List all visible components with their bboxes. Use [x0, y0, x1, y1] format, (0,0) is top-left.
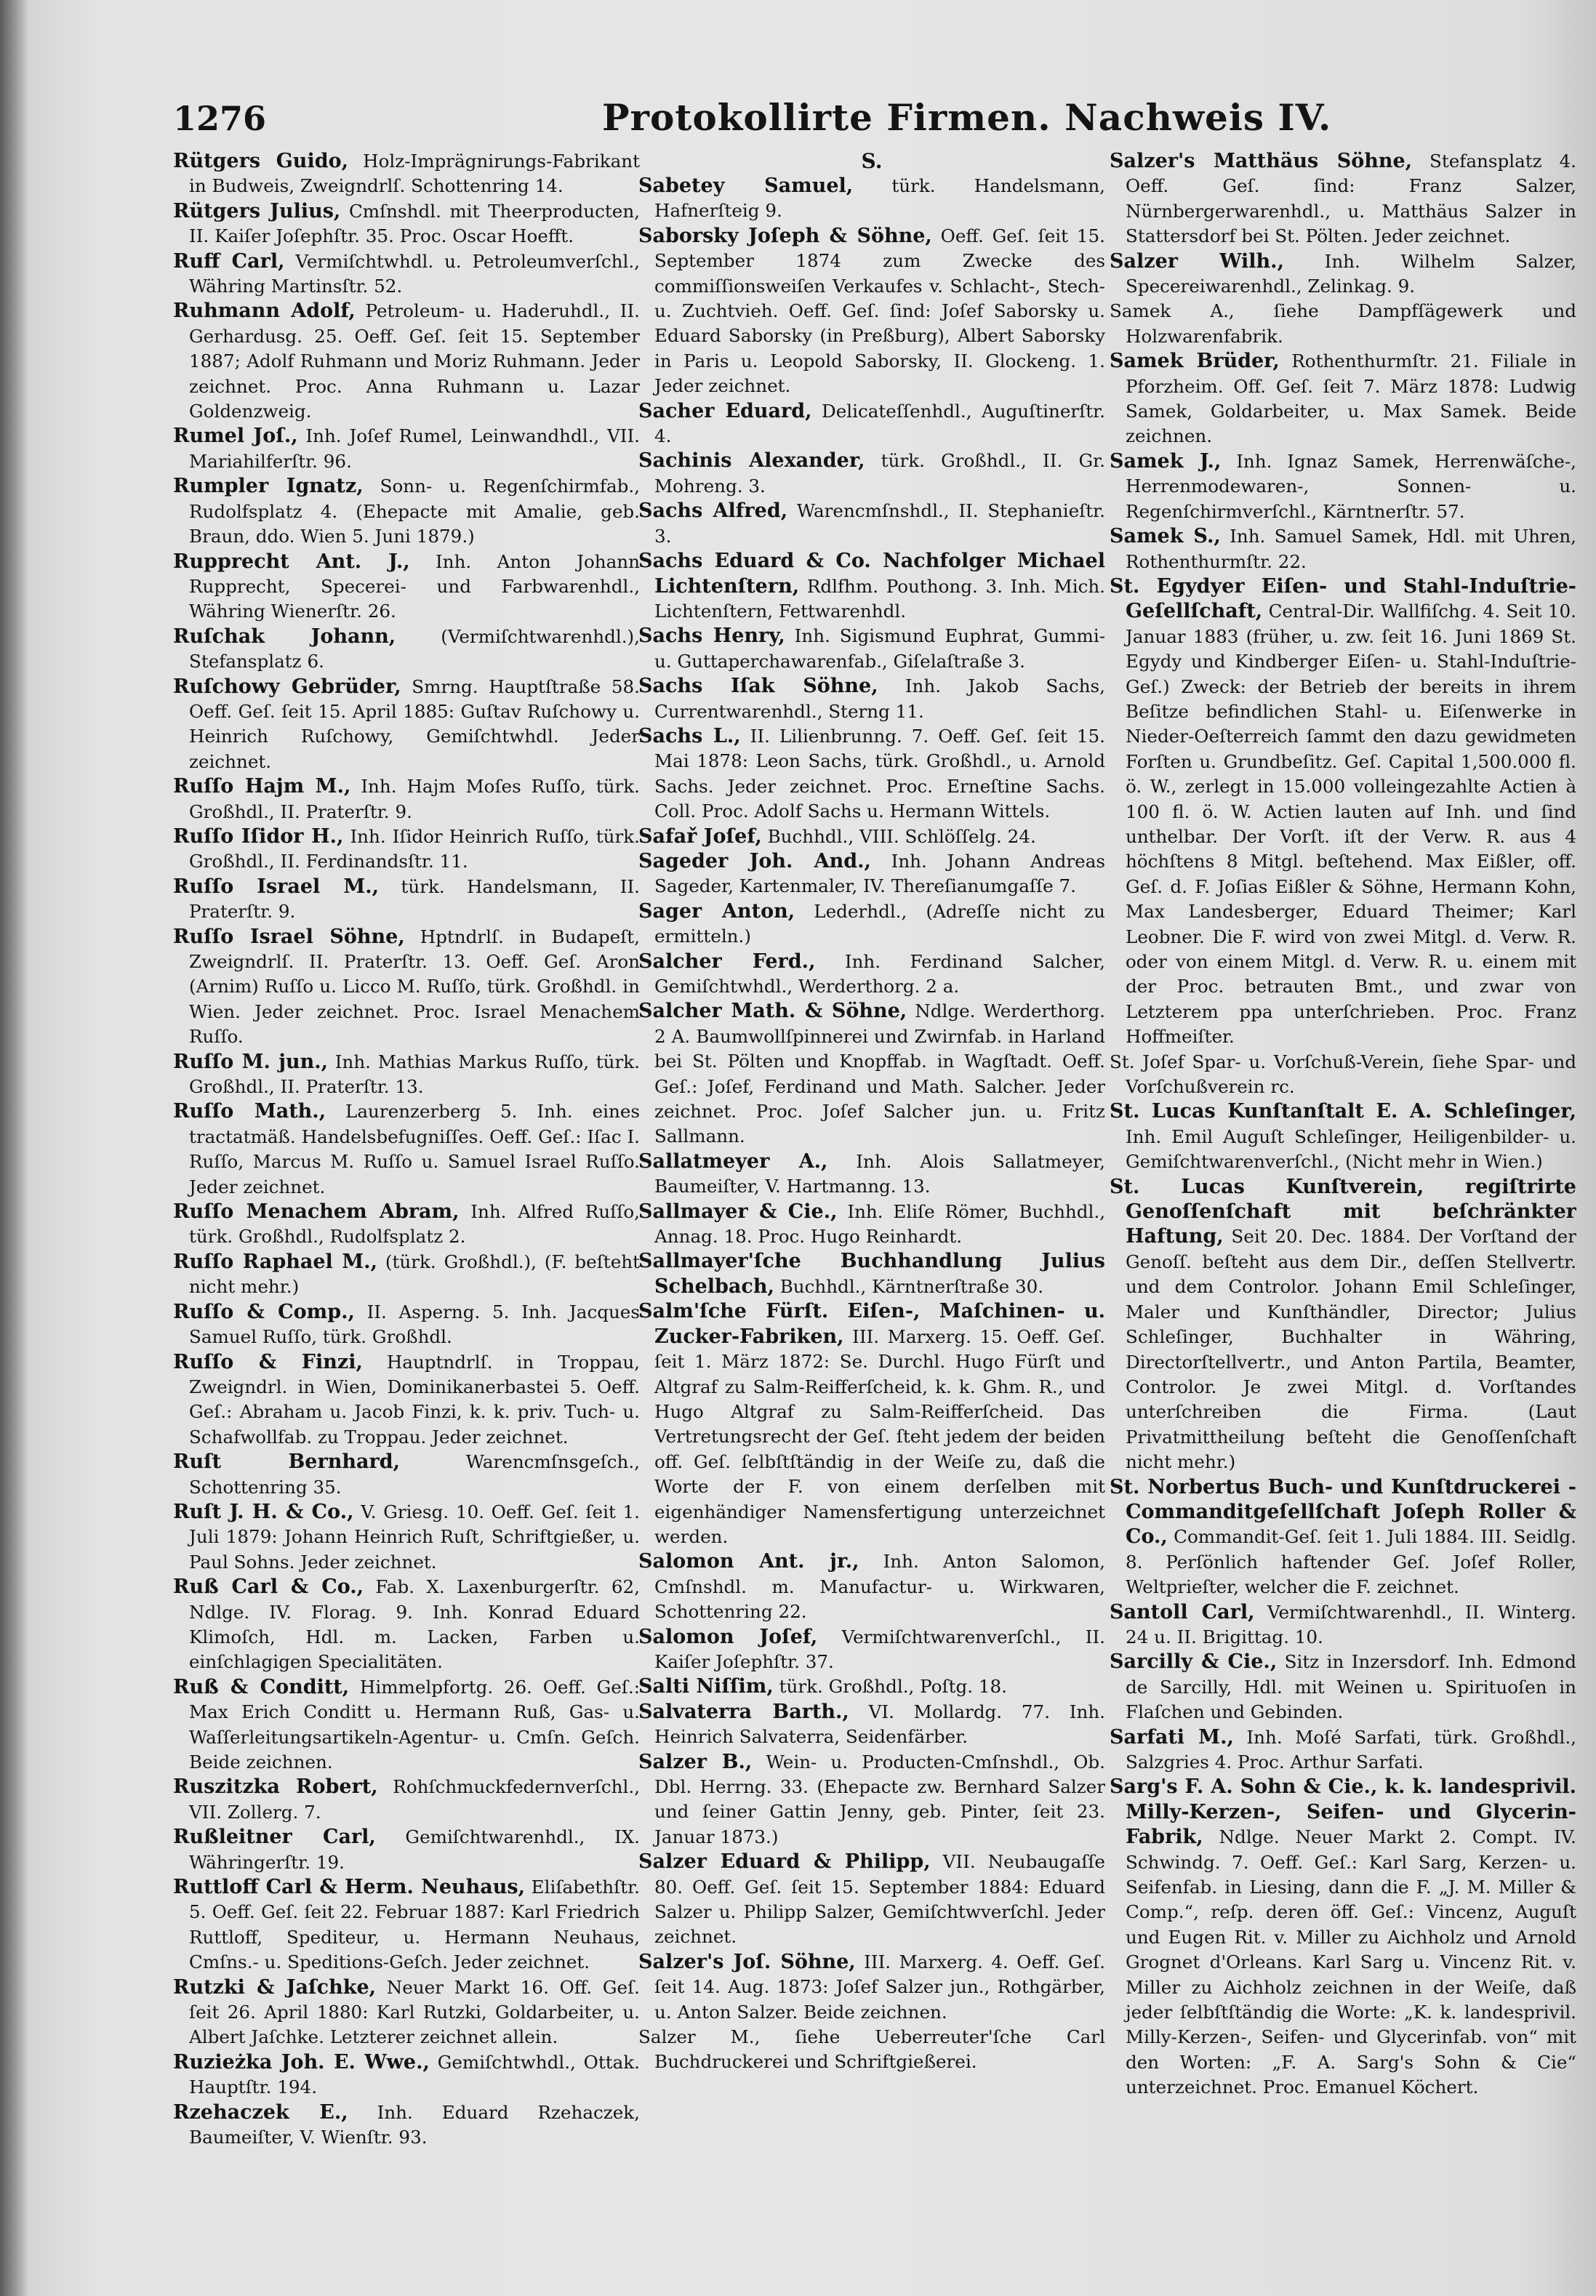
firm-name: Ruſſo Menachem Abram,: [173, 1200, 460, 1224]
firm-entry: [173, 1775, 640, 1825]
firm-name: Ruß & Conditt,: [173, 1675, 350, 1698]
firm-details: Samek A., ſiehe Dampfſägewerk und Holzwarenfabrik.: [1110, 300, 1576, 347]
firm-details: Inh. Moſé Sarfati, türk. Großhdl., Salzgries 4. Proc. Arthur Sarfati.: [1126, 1726, 1576, 1773]
firm-details: Inh. Mathias Markus Ruſſo, türk. Großhdl., II. Praterſtr. 13.: [189, 1051, 640, 1098]
firm-name: St. Norbertus Buch- und Kunſtdruckerei - Commanditgeſellſchaft Joſeph Roller & Co.,: [1110, 1475, 1576, 1549]
firm-details: Holz-Imprägnirungs-Fabrikant in Budweis, Zweigndrlſ. Schottenring 14.: [189, 150, 640, 197]
firm-name: Sallmayer'ſche Buchhandlung Julius Schelbach,: [638, 1250, 1105, 1298]
firm-entry: [638, 399, 1105, 449]
firm-entry: [638, 1549, 1105, 1624]
firm-entry: [1110, 1600, 1576, 1650]
firm-name: Ruſſo M. jun.,: [173, 1050, 329, 1073]
firm-entry: [638, 174, 1105, 224]
firm-entry: [638, 724, 1105, 824]
firm-details: Gemiſchtwarenhdl., IX. Währingerſtr. 19.: [189, 1826, 640, 1873]
firm-entry: [1110, 1099, 1576, 1174]
firm-name: Sachinis Alexander,: [638, 449, 865, 473]
firm-entry: [173, 299, 640, 424]
firm-name: Samek S.,: [1110, 525, 1221, 548]
firm-details: Rothenthurmſtr. 21. Filiale in Pforzheim. Off. Geſ. ſeit 7. März 1878: Ludwig Samek, Goldarbeiter, u. Max Samek. Beide zeichnen.: [1126, 350, 1576, 447]
firm-name: St. Lucas Kunſtanſtalt E. A. Schleſinger,: [1110, 1100, 1576, 1123]
firm-name: Sager Anton,: [638, 899, 795, 923]
firm-details: türk. Großhdl., II. Gr. Mohreng. 3.: [654, 450, 1105, 497]
firm-entry: [638, 549, 1105, 624]
firm-details: Himmelpfortg. 26. Oeff. Geſ.: Max Erich Conditt u. Hermann Ruß, Gas- u. Waſſerleitungsartikeln-Agentur- u. Cmſn. Geſch. Beide zeichnen.: [189, 1676, 640, 1773]
firm-details: Seit 20. Dec. 1884. Der Vorſtand der Genoſſ. beſteht aus dem Dir., deſſen Stellvertr. und dem Controlor. Johann Emil Schleſinger, Maler und Kunſthändler, Director; Julius Schleſinger, Buchhalter in Währing, Directorſtellvertr., und Anton Partila, Beamter, Controlor. Je zwei Mitgl. d. Vorſtandes unterſchreiben die Firma. (Laut Privatmittheilung beſteht die Genoſſenſchaft nicht mehr.): [1126, 1226, 1576, 1473]
firm-entry: [1110, 574, 1576, 1050]
firm-name: Rumel Joſ.,: [173, 425, 298, 448]
firm-details: Delicateſſenhdl., Auguſtinerſtr. 4.: [654, 400, 1105, 447]
firm-details: Warencmſnshdl., II. Stephanieſtr. 3.: [654, 500, 1105, 547]
firm-name: Sallatmeyer A.,: [638, 1149, 828, 1173]
firm-name: Rupprecht Ant. J.,: [173, 550, 410, 573]
firm-details: Hauptndrlſ. in Troppau, Zweigndrl. in Wien, Dominikanerbastei 5. Oeff. Geſ.: Abraham u. Jacob Finzi, k. k. priv. Tuch- u. Schafwollfab. zu Troppau. Jeder zeichnet.: [189, 1351, 640, 1448]
letter-section-heading: S.: [861, 149, 883, 173]
firm-name: Rußleitner Carl,: [173, 1826, 376, 1849]
firm-name: Ruſchowy Gebrüder,: [173, 675, 401, 698]
firm-name: Salcher Math. & Söhne,: [638, 1000, 907, 1023]
firm-details: Inh. Joſef Rumel, Leinwandhdl., VII. Mariahilferſtr. 96.: [189, 425, 640, 472]
firm-name: Rutzki & Jaſchke,: [173, 1975, 377, 1999]
firm-details: Lederhdl., (Adreſſe nicht zu ermitteln.): [654, 900, 1105, 947]
firm-name: Ruſt J. H. & Co.,: [173, 1500, 354, 1523]
firm-details: Fab. X. Laxenburgerſtr. 62, Ndlge. IV. Florag. 9. Inh. Konrad Eduard Klimoſch, Hdl. m. Lacken, Farben u. einſchlagigen Specialitäten.: [189, 1576, 640, 1673]
firm-name: Sachs Henry,: [638, 625, 785, 648]
firm-entry: [173, 1350, 640, 1450]
firm-name: Salcher Ferd.,: [638, 950, 816, 973]
firm-entry: [173, 149, 640, 199]
firm-entry: [638, 950, 1105, 1000]
firm-name: Sachs Eduard & Co. Nachfolger Michael Lichtenſtern,: [638, 550, 1105, 598]
firm-details: Vermiſchtwarenhdl., II. Winterg. 24 u. II. Brigittag. 10.: [1126, 1601, 1576, 1647]
firm-entry: [638, 674, 1105, 724]
firm-entry: [638, 1674, 1105, 1699]
firm-entry: [638, 224, 1105, 399]
firm-entry: [638, 449, 1105, 499]
firm-entry: [173, 875, 640, 925]
firm-entry: [173, 2050, 640, 2100]
firm-details: Ndlge. Werderthorg. 2 A. Baumwollſpinnerei und Zwirnfab. in Harland bei St. Pölten und Knopffab. in Wagſtadt. Oeff. Geſ.: Joſef, Ferdinand und Math. Salcher. Jeder zeichnet. Proc. Joſef Salcher jun. u. Fritz Sallmann.: [654, 1000, 1105, 1147]
firm-entry: [173, 199, 640, 249]
firm-entry: [173, 1500, 640, 1575]
column-right: [1110, 149, 1576, 2272]
firm-name: Sachs L.,: [638, 724, 741, 747]
firm-details: Sonn- u. Regenſchirmfab., Rudolfsplatz 4. (Ehepacte mit Amalie, geb. Braun, ddo. Wien 5. Juni 1879.): [189, 475, 640, 547]
firm-details: türk. Großhdl., Poſtg. 18.: [779, 1676, 1007, 1698]
firm-name: Ruſſo Israel M.,: [173, 875, 380, 898]
firm-entry: [173, 625, 640, 675]
firm-name: Sarcilly & Cie.,: [1110, 1650, 1278, 1674]
firm-details: Inh. Alfred Ruſſo, türk. Großhdl., Rudolfsplatz 2.: [189, 1201, 640, 1248]
firm-details: Buchhdl., Kärntnerſtraße 30.: [779, 1275, 1044, 1297]
firm-details: Gemiſchtwhdl., Ottak. Hauptſtr. 194.: [189, 2051, 640, 2098]
firm-details: Vermiſchtwhdl. u. Petroleumverſchl., Währing Martinsſtr. 52.: [189, 250, 640, 297]
firm-name: Ruſſo & Finzi,: [173, 1350, 363, 1373]
firm-details: Vermiſchtwarenverſchl., II. Kaiſer Joſephſtr. 37.: [654, 1626, 1105, 1672]
book-spine-shadow: [0, 0, 28, 2296]
firm-details: Oeff. Geſ. ſeit 15. September 1874 zum Zwecke des commiſſionsweiſen Verkaufes v. Schlacht-, Stech- u. Zuchtvieh. Oeff. Geſ. ſind: Joſef Saborsky u. Eduard Saborsky (in Preßburg), Albert Saborsky in Paris u. Leopold Saborsky, II. Glockeng. 1. Jeder zeichnet.: [654, 225, 1105, 397]
firm-details: Stefansplatz 4. Oeff. Geſ. ſind: Franz Salzer, Nürnbergerwarenhdl., u. Matthäus Salzer in Stattersdorf bei St. Pölten. Jeder zeichnet.: [1126, 150, 1576, 247]
firm-entry: [173, 1825, 640, 1875]
firm-details: türk. Handelsmann, II. Praterſtr. 9.: [189, 875, 640, 923]
firm-details: III. Marxerg. 15. Oeff. Geſ. ſeit 1. März 1872: Se. Durchl. Hugo Fürſt und Altgraf zu Salm-Reifferſcheid, k. k. Ghm. R., und Hugo Altgraf zu Salm-Reifferſcheid. Das Vertretungsrecht der Geſ. ſteht jedem der beiden off. Geſ. ſelbſtſtändig in der Weiſe zu, daß die Worte der F. von einem derſelben mit eigenhändiger Namensfertigung unterzeichnet werden.: [654, 1325, 1105, 1547]
firm-entry: [638, 899, 1105, 950]
firm-entry: [638, 499, 1105, 549]
firm-name: Salti Niſſim,: [638, 1675, 774, 1698]
firm-entry: [173, 1675, 640, 1775]
firm-details: Inh. Johann Andreas Sageder, Kartenmaler, IV. Thereſianumgaſſe 7.: [654, 850, 1105, 897]
firm-name: Ruzieżka Joh. E. Wwe.,: [173, 2050, 430, 2074]
firm-name: Safař Joſef,: [638, 824, 762, 848]
firm-name: Ruſſo Iſidor H.,: [173, 824, 344, 848]
firm-name: Salzer's Joſ. Söhne,: [638, 1950, 856, 1973]
firm-details: Inh. Alois Sallatmeyer, Baumeiſter, V. Hartmanng. 13.: [654, 1150, 1105, 1197]
firm-entry: [638, 1249, 1105, 1299]
firm-details: Inh. Iſidor Heinrich Ruſſo, türk. Großhdl., II. Ferdinandsſtr. 11.: [189, 825, 640, 872]
firm-entry: [638, 1950, 1105, 2025]
firm-details: VII. Neubaugaſſe 80. Oeff. Geſ. ſeit 15. September 1884: Eduard Salzer u. Philipp Salzer, Gemiſchtwverſchl. Jeder zeichnet.: [654, 1851, 1105, 1948]
firm-name: St. Lucas Kunſtverein, regiſtrirte Genoſſenſchaft mit beſchränkter Haftung,: [1110, 1175, 1576, 1248]
firm-entry: [173, 1450, 640, 1500]
firm-details: Sitz in Inzersdorf. Inh. Edmond de Sarcilly, Hdl. mit Weinen u. Spirituoſen in Flaſchen und Gebinden.: [1126, 1651, 1576, 1723]
firm-name: Santoll Carl,: [1110, 1600, 1255, 1623]
firm-name: Sarfati M.,: [1110, 1725, 1234, 1749]
firm-entry: [1110, 149, 1576, 249]
firm-entry: [173, 1875, 640, 1975]
firm-name: St. Egydyer Eiſen- und Stahl-Induſtrie-Geſellſchaft,: [1110, 574, 1576, 623]
firm-entry: [1110, 449, 1576, 524]
firm-details: Inh. Anton Johann Rupprecht, Specerei- und Farbwarenhdl., Währing Wienerſtr. 26.: [189, 550, 640, 622]
firm-entry: [173, 1050, 640, 1100]
firm-entry: [1110, 1175, 1576, 1475]
firm-name: Sallmayer & Cie.,: [638, 1200, 838, 1223]
firm-entry: [638, 1149, 1105, 1200]
firm-details: Rdlfhm. Pouthong. 3. Inh. Mich. Lichtenſtern, Fettwarenhdl.: [654, 575, 1105, 622]
firm-name: Samek J.,: [1110, 449, 1222, 473]
column-left: [173, 149, 640, 2272]
firm-name: Sarg's F. A. Sohn & Cie., k. k. landesprivil. Milly-Kerzen-, Seifen- und Glycerin-Fabrik,: [1110, 1775, 1576, 1849]
firm-name: Ruſſo & Comp.,: [173, 1300, 355, 1323]
firm-name: Sacher Eduard,: [638, 399, 812, 422]
firm-details: Ndlge. Neuer Markt 2. Compt. IV. Schwindg. 7. Oeff. Geſ.: Karl Sarg, Kerzen- u. Seifenfab. in Liesing, dann die F. „J. M. Miller & Comp.“, reſp. deren öff. Geſ.: Vincenz, Auguſt und Eugen Rit. v. Miller zu Aichholz und Arnold Grognet d'Orleans. Karl Sarg u. Vincenz Rit. v. Miller zu Aichholz zeichnen in der Weiſe, daß jeder ſelbſtſtändig die Worte: „K. k. landesprivil. Milly-Kerzen-, Seifen- und Glycerinfab. von“ mit den Worten: „F. A. Sarg's Sohn & Cie“ unterzeichnet. Proc. Emanuel Köchert.: [1126, 1826, 1576, 2098]
firm-entry: [1110, 349, 1576, 449]
firm-name: Salzer Wilh.,: [1110, 249, 1284, 273]
firm-name: Sachs Iſak Söhne,: [638, 675, 878, 698]
firm-entry: [173, 2100, 640, 2151]
firm-details: Inh. Eliſe Römer, Buchhdl., Annag. 18. Proc. Hugo Reinhardt.: [654, 1200, 1105, 1248]
firm-entry: [173, 1099, 640, 1200]
firm-entry: [638, 1625, 1105, 1675]
firm-entry: [173, 1300, 640, 1350]
firm-name: Salzer Eduard & Philipp,: [638, 1850, 931, 1874]
firm-name: Salvaterra Barth.,: [638, 1700, 849, 1723]
firm-entry: [173, 550, 640, 625]
firm-details: Inh. Sigismund Euphrat, Gummi- u. Guttaperchawarenfab., Giſelaſtraße 3.: [654, 625, 1105, 672]
firm-entry: [1110, 249, 1576, 300]
firm-name: Ruſſo Israel Söhne,: [173, 925, 405, 948]
firm-entry: [173, 824, 640, 875]
firm-entry: [638, 1750, 1105, 1850]
firm-details: Inh. Ignaz Samek, Herrenwäſche-, Herrenmodewaren-, Sonnen- u. Regenſchirmverſchl., Kärntnerſtr. 57.: [1126, 450, 1576, 522]
firm-entry: [638, 999, 1105, 1149]
firm-entry: [638, 1850, 1105, 1950]
firm-entry: [638, 1299, 1105, 1549]
firm-entry: [638, 2025, 1105, 2075]
firm-details: II. Lilienbrunng. 7. Oeff. Geſ. ſeit 15. Mai 1878: Leon Sachs, türk. Großhdl., u. Arnold Sachs. Jeder zeichnet. Proc. Erneſtine Sachs. Coll. Proc. Adolf Sachs u. Hermann Wittels.: [654, 725, 1105, 822]
firm-name: Saborsky Joſeph & Söhne,: [638, 224, 932, 247]
firm-name: Salomon Ant. jr.,: [638, 1550, 859, 1573]
firm-entry: [173, 1975, 640, 2050]
firm-entry: [638, 1200, 1105, 1250]
firm-details: Hptndrlſ. in Budapeſt, Zweigndrlſ. II. Praterſtr. 13. Oeff. Geſ. Aron (Arnim) Ruſſo u. Licco M. Ruſſo, türk. Großhdl. in Wien. Jeder zeichnet. Proc. Israel Menachem Ruſſo.: [189, 926, 640, 1048]
firm-details: Inh. Jakob Sachs, Currentwarenhdl., Sterng 11.: [654, 675, 1105, 722]
firm-name: Rzehaczek E.,: [173, 2100, 348, 2124]
firm-entry: [173, 675, 640, 775]
firm-details: Petroleum- u. Haderuhdl., II. Gerhardusg. 25. Oeff. Geſ. ſeit 15. September 1887; Adolf Ruhmann und Moriz Ruhmann. Jeder zeichnet. Proc. Anna Ruhmann u. Lazar Goldenzweig.: [189, 300, 640, 422]
firm-entry: [638, 849, 1105, 899]
firm-entry: [173, 1250, 640, 1300]
firm-entry: [638, 824, 1105, 849]
firm-entry: [1110, 524, 1576, 574]
firm-details: Inh. Ferdinand Salcher, Gemiſchtwhdl., Werderthorg. 2 a.: [654, 950, 1105, 997]
firm-entry: [173, 424, 640, 474]
firm-details: Inh. Samuel Samek, Hdl. mit Uhren, Rothenthurmſtr. 22.: [1126, 526, 1576, 572]
firm-name: Samek Brüder,: [1110, 350, 1280, 373]
firm-details: V. Griesg. 10. Oeff. Geſ. ſeit 1. Juli 1879: Johann Heinrich Ruſt, Schriftgießer, u. Paul Sohns. Jeder zeichnet.: [189, 1501, 640, 1573]
firm-name: Ruszitzka Robert,: [173, 1775, 378, 1799]
firm-name: Ruhmann Adolf,: [173, 300, 356, 323]
firm-name: Ruttloff Carl & Herm. Neuhaus,: [173, 1876, 525, 1899]
firm-name: Salomon Joſef,: [638, 1625, 818, 1648]
firm-entry: [1110, 1725, 1576, 1775]
firm-details: St. Joſef Spar- u. Vorſchuß-Verein, ſiehe Spar- und Vorſchußverein rc.: [1110, 1051, 1576, 1098]
firm-entry: [1110, 1475, 1576, 1600]
firm-name: Ruß Carl & Co.,: [173, 1576, 364, 1599]
firm-details: Smrng. Hauptſtraße 58. Oeff. Geſ. ſeit 15. April 1885: Guſtav Ruſchowy u. Heinrich Ruſchowy, Gemiſchtwhdl. Jeder zeichnet.: [189, 675, 640, 772]
firm-details: Eliſabethſtr. 5. Oeff. Geſ. ſeit 22. Februar 1887: Karl Friedrich Ruttloff, Spediteur, u. Hermann Neuhaus, Cmſns.- u. Speditions-Geſch. Jeder zeichnet.: [189, 1876, 640, 1973]
firm-name: Ruff Carl,: [173, 249, 285, 273]
running-title: Protokollirte Firmen. Nachweis IV.: [602, 96, 1332, 139]
firm-details: VI. Mollardg. 77. Inh. Heinrich Salvaterra, Seidenfärber.: [654, 1701, 1105, 1748]
firm-name: Ruſſo Raphael M.,: [173, 1250, 377, 1273]
firm-details: Buchhdl., VIII. Schlöſſelg. 24.: [767, 825, 1036, 847]
firm-details: II. Asperng. 5. Inh. Jacques Samuel Ruſſo, türk. Großhdl.: [189, 1301, 640, 1348]
firm-name: Salzer's Matthäus Söhne,: [1110, 150, 1413, 172]
firm-details: III. Marxerg. 4. Oeff. Geſ. ſeit 14. Aug. 1873: Joſef Salzer jun., Rothgärber, u. Anton Salzer. Beide zeichnen.: [654, 1951, 1105, 2023]
firm-details: (türk. Großhdl.), (F. beſteht nicht mehr.): [189, 1251, 640, 1298]
firm-name: Ruſt Bernhard,: [173, 1450, 400, 1474]
firm-entry: [173, 1575, 640, 1675]
firm-name: Rumpler Ignatz,: [173, 475, 364, 498]
firm-details: Wein- u. Producten-Cmſnshdl., Ob. Dbl. Herrng. 33. (Ehepacte zw. Bernhard Salzer und ſeiner Gattin Jenny, geb. Pinter, ſeit 23. Januar 1873.): [654, 1751, 1105, 1847]
firm-entry: [173, 774, 640, 824]
firm-entry: [638, 1700, 1105, 1750]
firm-details: Salzer M., ſiehe Ueberreuter'ſche Carl Buchdruckerei und Schriftgießerei.: [638, 2026, 1105, 2073]
firm-entry: [173, 1200, 640, 1250]
firm-details: Inh. Wilhelm Salzer, Specereiwarenhdl., Zelinkag. 9.: [1126, 250, 1576, 297]
firm-name: Ruſſo Math.,: [173, 1100, 326, 1123]
firm-name: Rütgers Julius,: [173, 199, 341, 222]
firm-details: Central-Dir. Wallfiſchg. 4. Seit 10. Januar 1883 (früher, u. zw. ſeit 16. Juni 1869 St. Egydy und Kindberger Eiſen- u. Stahl-Induſtrie-Geſ.) Zweck: der Betrieb der bereits in ihrem Beſitze befindlichen Stahl- u. Eiſenwerke in Nieder-Oeſterreich ſammt den dazu gewidmeten Forſten u. Grundbeſitz. Geſ. Capital 1,500.000 fl. ö. W., zerlegt in 15.000 volleingezahlte Actien à 100 fl. ö. W. Actien lauten auf Inh. und ſind unthelbar. Der Vorſt. iſt der Verw. R. aus 4 höchſtens 8 Mitgl. beſtehend. Max Eißler, off. Geſ. d. F. Joſias Eißler & Söhne, Hermann Kohn, Max Landesberger, Eduard Theimer; Karl Leobner. Die F. wird von zwei Mitgl. d. Verw. R. oder von einem Mitgl. d. Verw. R. u. einem mit der Proc. betrauten Bmt., und zwar von Letzterem ppa unterſchrieben. Proc. Franz Hoffmeiſter.: [1126, 601, 1576, 1048]
firm-entry: [1110, 1775, 1576, 2100]
firm-entry: [1110, 1050, 1576, 1100]
firm-name: Salzer B.,: [638, 1750, 753, 1773]
firm-entry: [1110, 1650, 1576, 1725]
firm-details: Inh. Hajm Moſes Ruſſo, türk. Großhdl., II. Praterſtr. 9.: [189, 776, 640, 822]
firm-details: Inh. Emil Auguſt Schleſinger, Heiligenbilder- u. Gemiſchtwarenverſchl., (Nicht mehr in Wien.): [1126, 1125, 1576, 1173]
firm-details: (Vermiſchtwarenhdl.), Stefansplatz 6.: [189, 625, 640, 673]
firm-name: Sabetey Samuel,: [638, 174, 854, 197]
firm-details: Inh. Anton Salomon, Cmſnshdl. m. Manufactur- u. Wirkwaren, Schottenring 22.: [654, 1551, 1105, 1623]
firm-details: Rohſchmuckfedernverſchl., VII. Zollerg. 7.: [189, 1776, 640, 1823]
page-header: [173, 93, 1332, 144]
firm-details: Warencmſnsgeſch., Schottenring 35.: [189, 1451, 640, 1498]
firm-entry: [173, 925, 640, 1050]
firm-name: Sachs Alfred,: [638, 499, 788, 523]
firm-details: türk. Handelsmann, Hafnerſteig 9.: [654, 175, 1105, 222]
firm-name: Ruſſo Hajm M.,: [173, 775, 351, 798]
firm-entry: [173, 249, 640, 300]
firm-details: Neuer Markt 16. Off. Geſ. ſeit 26. April 1880: Karl Rutzki, Goldarbeiter, u. Albert Jaſchke. Letzterer zeichnet allein.: [189, 1976, 640, 2048]
firm-details: Cmſnshdl. mit Theerproducten, II. Kaiſer Joſephſtr. 35. Proc. Oscar Hoefft.: [189, 200, 640, 247]
firm-name: Rütgers Guido,: [173, 150, 348, 172]
firm-details: Laurenzerberg 5. Inh. eines tractatmäß. Handelsbefugniſſes. Oeff. Geſ.: Iſac I. Ruſſo, Marcus M. Ruſſo u. Samuel Israel Ruſſo. Jeder zeichnet.: [189, 1101, 640, 1197]
firm-name: Sageder Joh. And.,: [638, 849, 871, 872]
page-number: 1276: [173, 99, 267, 138]
firm-entry: [638, 624, 1105, 674]
firm-entry: [1110, 299, 1576, 349]
firm-name: Salm'ſche Fürſt. Eiſen-, Maſchinen- u. Zucker-Fabriken,: [638, 1300, 1105, 1348]
column-middle: [638, 149, 1105, 2272]
firm-name: Ruſchak Johann,: [173, 625, 396, 648]
firm-details: Inh. Eduard Rzehaczek, Baumeiſter, V. Wienſtr. 93.: [189, 2101, 640, 2148]
firm-details: Commandit-Geſ. ſeit 1. Juli 1884. III. Seidlg. 8. Perſönlich haftender Geſ. Joſef Roller, Weltprieſter, welcher die F. zeichnet.: [1126, 1526, 1576, 1598]
firm-entry: [173, 474, 640, 549]
